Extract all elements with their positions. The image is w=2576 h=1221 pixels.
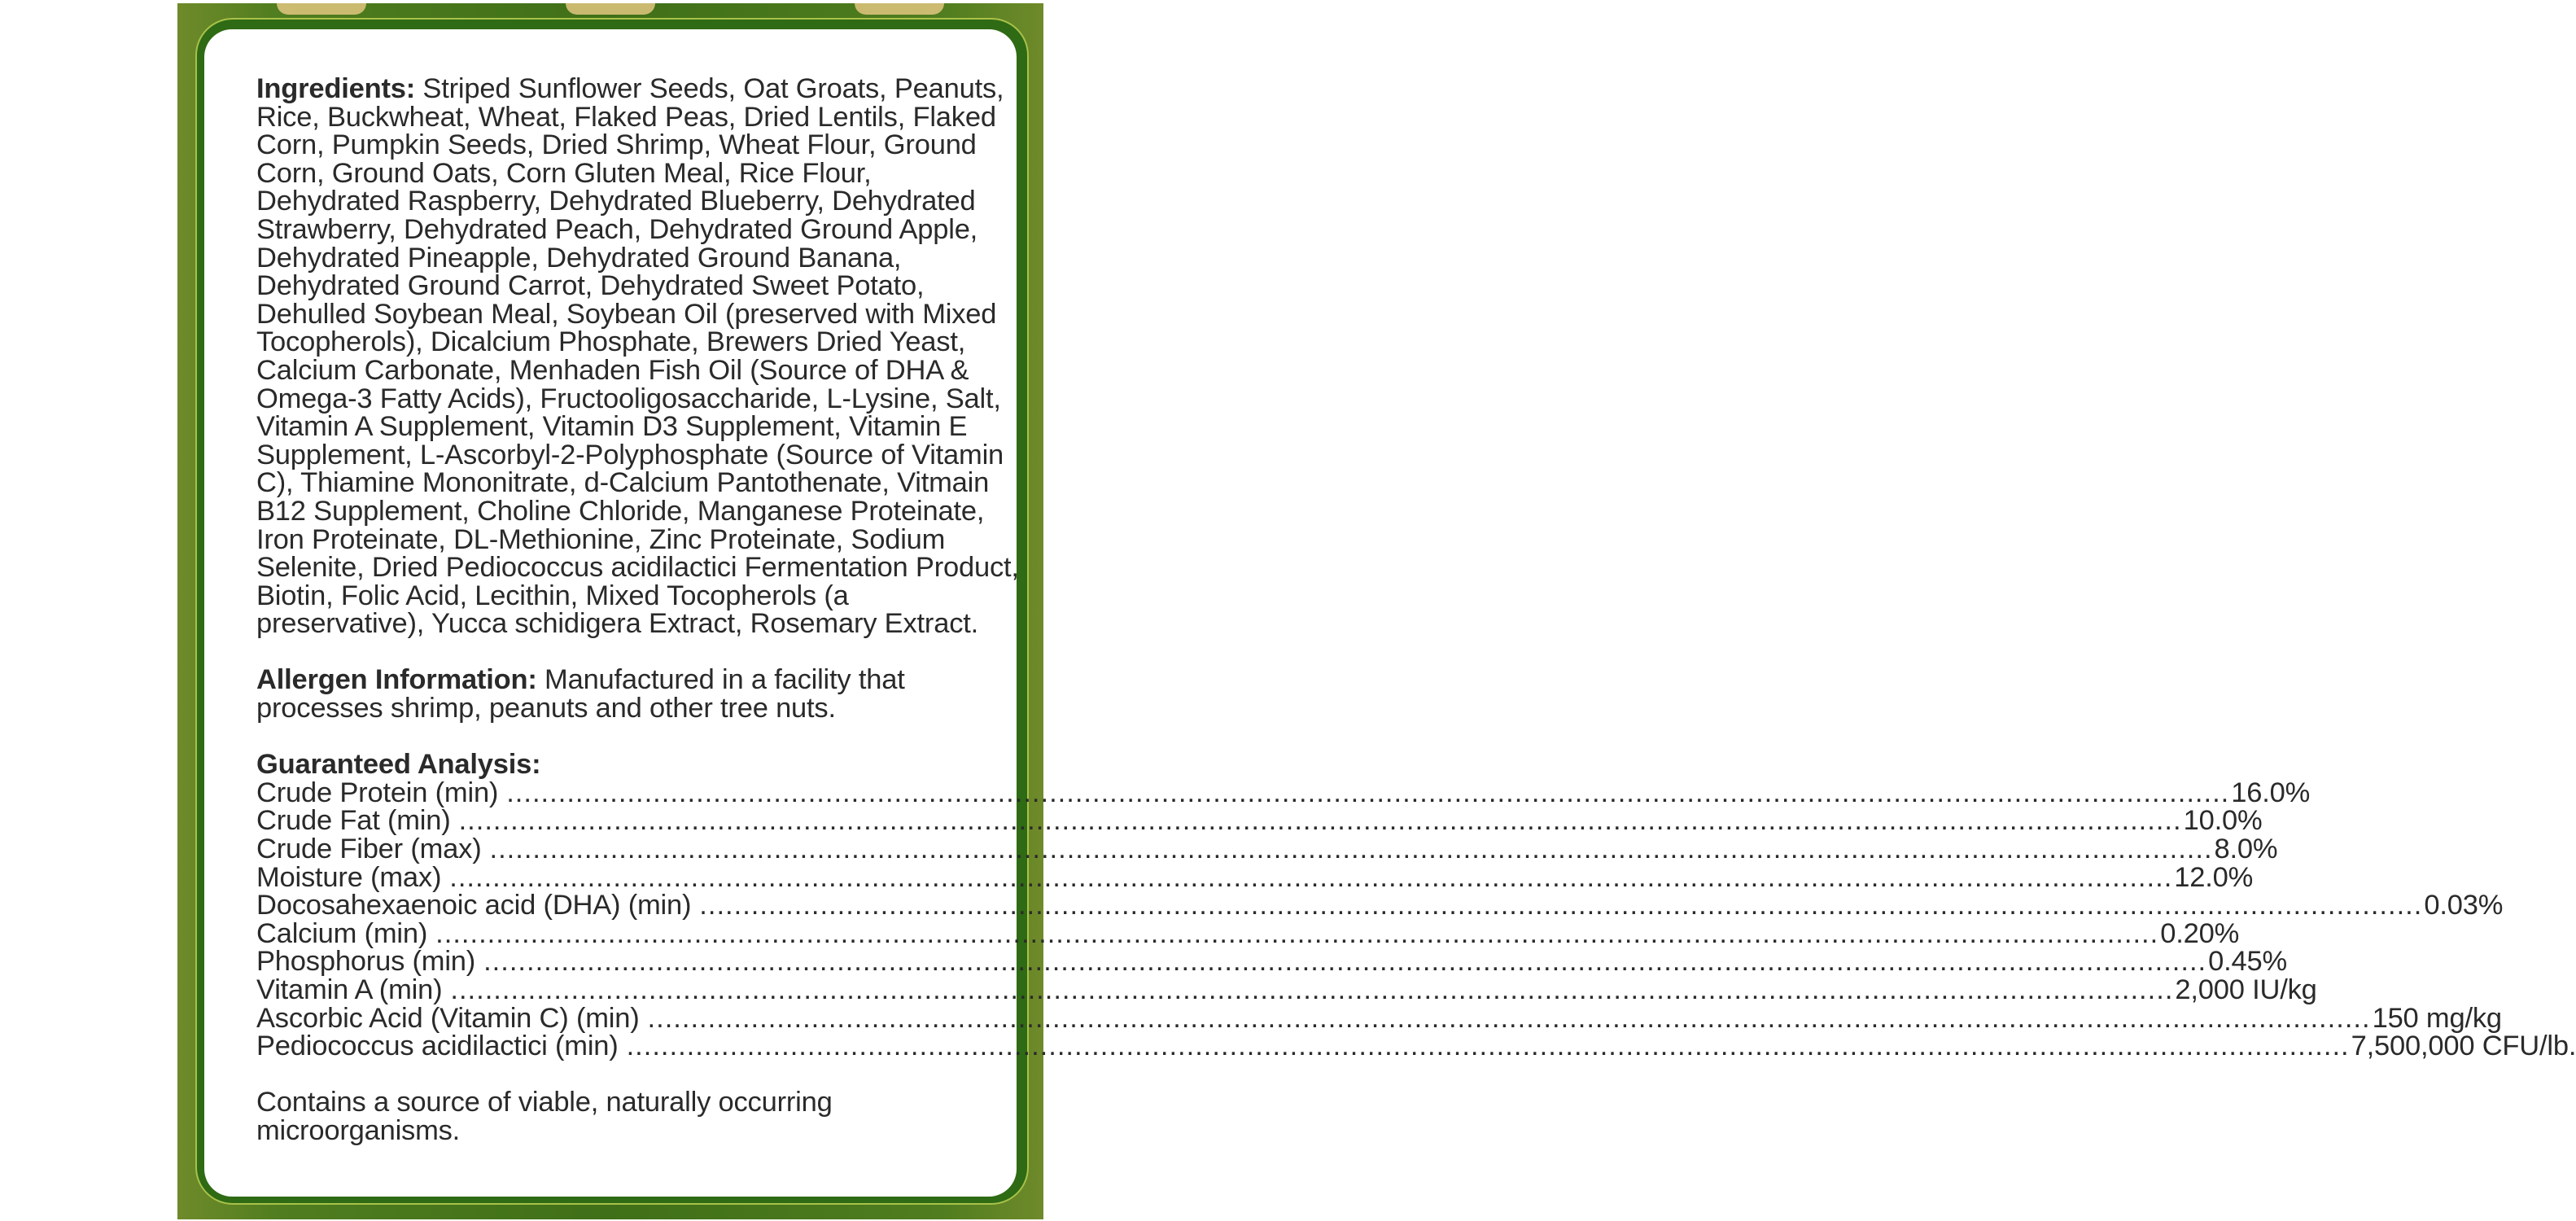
analysis-row [256, 1002, 2502, 1034]
nutrient-name: Crude Protein (min) [256, 777, 499, 808]
nutrition-label-card [204, 29, 2576, 1197]
section-spacer [256, 638, 1021, 667]
nutrient-value: 10.0% [2183, 805, 2263, 837]
nutrient-value: 150 mg/kg [2372, 1002, 2502, 1034]
analysis-row [256, 946, 2287, 978]
dot-leader: ........................................................................................................................................................................................................ [449, 861, 2173, 893]
dot-leader: ........................................................................................................................................................................................................ [483, 946, 2207, 978]
nutrient-name: Crude Fiber (max) [256, 834, 482, 865]
section-spacer [256, 1061, 1021, 1089]
nutrient-name: Ascorbic Acid (Vitamin C) (min) [256, 1002, 640, 1034]
analysis-row [256, 974, 2317, 1005]
dot-leader: ........................................................................................................................................................................................................ [647, 1002, 2371, 1034]
allergen-section [256, 666, 1021, 722]
guaranteed-analysis-table [256, 777, 2576, 1062]
ingredients-section [256, 75, 1021, 638]
analysis-heading: Guaranteed Analysis: [256, 749, 541, 781]
dot-leader: ........................................................................................................................................................................................................ [506, 777, 2230, 808]
ingredients-heading: Ingredients: [256, 73, 416, 104]
nutrient-value: 2,000 IU/kg [2175, 974, 2317, 1005]
microorganism-note: Contains a source of viable, naturally occurring microorganisms. [256, 1087, 833, 1146]
dot-leader: ........................................................................................................................................................................................................ [489, 834, 2213, 865]
seed-image [277, 3, 366, 15]
dot-leader: ........................................................................................................................................................................................................ [458, 805, 2182, 837]
nutrient-value: 0.20% [2160, 917, 2240, 949]
nutrient-name: Docosahexaenoic acid (DHA) (min) [256, 890, 692, 921]
food-image-strip [177, 3, 1043, 18]
analysis-row [256, 805, 2263, 837]
dot-leader: ........................................................................................................................................................................................................ [626, 1031, 2350, 1062]
analysis-row [256, 917, 2240, 949]
nutrient-name: Vitamin A (min) [256, 974, 443, 1005]
analysis-row [256, 777, 2311, 808]
seed-image [855, 3, 944, 15]
nutrient-name: Moisture (max) [256, 861, 442, 893]
nutrient-name: Phosphorus (min) [256, 946, 476, 978]
nutrient-name: Pediococcus acidilactici (min) [256, 1031, 619, 1062]
analysis-row [256, 834, 2278, 865]
analysis-row [256, 890, 2504, 921]
dot-leader: ........................................................................................................................................................................................................ [435, 917, 2159, 949]
nutrient-value: 8.0% [2214, 834, 2278, 865]
package-background [177, 3, 2576, 1219]
section-spacer [256, 723, 1021, 751]
nutrient-value: 0.45% [2208, 946, 2287, 978]
nutrient-value: 7,500,000 CFU/lb. [2351, 1031, 2576, 1062]
nutrient-value: 16.0% [2231, 777, 2311, 808]
dot-leader: ........................................................................................................................................................................................................ [699, 890, 2423, 921]
label-content [256, 73, 2576, 1146]
nutrient-value: 12.0% [2174, 861, 2254, 893]
nutrient-name: Calcium (min) [256, 917, 428, 949]
allergen-text: Manufactured in a facility that processes shrimp, peanuts and other tree nuts. [256, 664, 905, 724]
seed-image [566, 3, 655, 15]
analysis-row [256, 861, 2254, 893]
analysis-row [256, 1031, 2576, 1062]
nutrient-name: Crude Fat (min) [256, 805, 451, 837]
nutrient-value: 0.03% [2424, 890, 2504, 921]
ingredients-list: Striped Sunflower Seeds, Oat Groats, Peanuts, Rice, Buckwheat, Wheat, Flaked Peas, Dried Lentils, Flaked Corn, Pumpkin Seeds, Dried Shrimp, Wheat Flour, Ground Corn, Ground Oats, Corn Gluten Meal, Rice Flour, Dehydrated Raspberry, Dehydrated Blueberry, Dehydrated Strawberry, Dehydrated Peach, Dehydrated Ground Apple, Dehydrated Pineapple, Dehydrated Ground Banana, Dehydrated Ground Carrot, Dehydrated Sweet Potato, Dehulled Soybean Meal, Soybean Oil (preserved with Mixed Tocopherols), Dicalcium Phosphate, Brewers Dried Yeast, Calcium Carbonate, Menhaden Fish Oil (Source of DHA & Omega-3 Fatty Acids), Fructooligosaccharide, L-Lysine, Salt, Vitamin A Supplement, Vitamin D3 Supplement, Vitamin E Supplement, L-Ascorbyl-2-Polyphosphate (Source of Vitamin C), Thiamine Mononitrate, d-Calcium Pantothenate, Vitmain B12 Supplement, Choline Chloride, Manganese Proteinate, Iron Proteinate, DL-Methionine, Zinc Proteinate, Sodium Selenite, Dried Pediococcus acidilactici Fermentation Product, Biotin, Folic Acid, Lecithin, Mixed Tocopherols (a preservative), Yucca schidigera Extract, Rosemary Extract. [256, 73, 1019, 640]
allergen-heading: Allergen Information: [256, 664, 537, 696]
dot-leader: ........................................................................................................................................................................................................ [450, 974, 2174, 1005]
